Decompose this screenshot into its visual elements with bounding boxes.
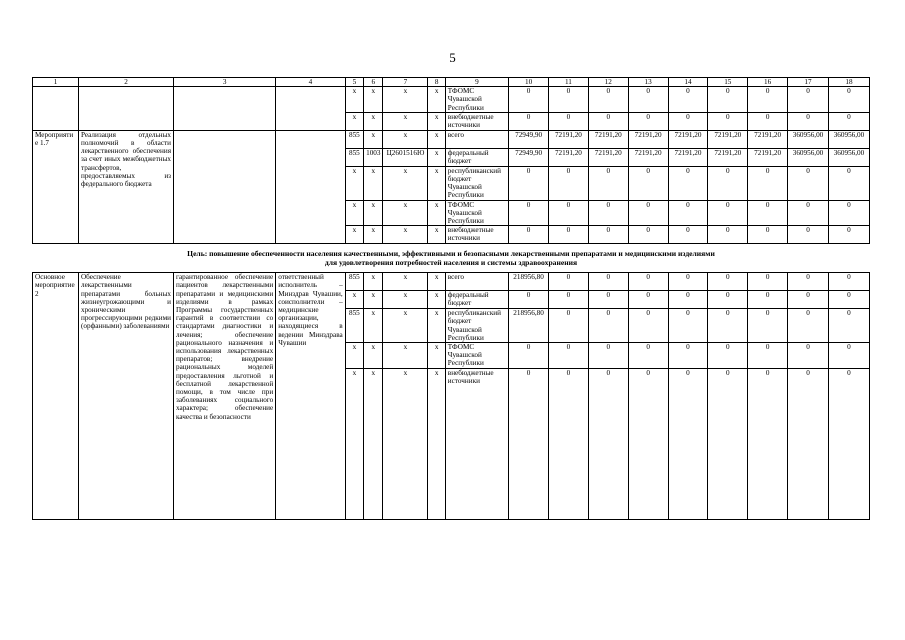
year-value: 0 bbox=[509, 343, 549, 369]
expense-type-code: x bbox=[428, 112, 445, 130]
admin-code: 855 bbox=[345, 148, 363, 166]
year-value: 0 bbox=[549, 368, 589, 519]
column-number: 7 bbox=[383, 78, 428, 87]
column-number: 15 bbox=[708, 78, 748, 87]
expense-type-code: x bbox=[428, 87, 445, 113]
table-row bbox=[33, 130, 870, 148]
year-value: 0 bbox=[509, 368, 549, 519]
year-value: 0 bbox=[509, 166, 549, 200]
year-value: 0 bbox=[708, 166, 748, 200]
target-article-code: x bbox=[383, 273, 428, 291]
year-value: 72191,20 bbox=[588, 130, 628, 148]
year-value: 0 bbox=[509, 200, 549, 226]
target-article-code: x bbox=[383, 368, 428, 519]
year-value: 0 bbox=[549, 273, 589, 291]
column-number: 14 bbox=[668, 78, 708, 87]
year-value: 0 bbox=[748, 87, 788, 113]
year-value: 72191,20 bbox=[748, 130, 788, 148]
section-code: x bbox=[364, 226, 383, 244]
expense-type-code: x bbox=[428, 148, 445, 166]
column-number: 2 bbox=[78, 78, 173, 87]
year-value: 0 bbox=[828, 226, 869, 244]
admin-code: 855 bbox=[345, 130, 363, 148]
year-value: 0 bbox=[668, 226, 708, 244]
responsible-executor: ответственный исполнитель – Минздрав Чувашии, соисполнители – медицинские организации, находящиеся в ведении Минздрава Чувашии bbox=[276, 273, 345, 519]
column-number: 13 bbox=[628, 78, 668, 87]
target-article-code: x bbox=[383, 291, 428, 309]
year-value: 0 bbox=[628, 166, 668, 200]
funding-source: республиканский бюджет Чувашской Республики bbox=[445, 166, 508, 200]
year-value: 0 bbox=[628, 343, 668, 369]
year-value: 0 bbox=[668, 200, 708, 226]
year-value: 0 bbox=[668, 309, 708, 343]
empty-cell bbox=[174, 87, 276, 131]
year-value: 72191,20 bbox=[668, 148, 708, 166]
year-value: 0 bbox=[509, 87, 549, 113]
funding-source: федеральный бюджет bbox=[445, 291, 508, 309]
year-value: 360956,00 bbox=[788, 130, 829, 148]
year-value: 72191,20 bbox=[668, 130, 708, 148]
year-value: 0 bbox=[788, 343, 829, 369]
funding-source: всего bbox=[445, 130, 508, 148]
year-value: 0 bbox=[549, 291, 589, 309]
admin-code: 855 bbox=[345, 273, 363, 291]
header-row bbox=[33, 78, 870, 87]
funding-source: федеральный бюджет bbox=[445, 148, 508, 166]
admin-code: x bbox=[345, 343, 363, 369]
funding-source: всего bbox=[445, 273, 508, 291]
section-code: x bbox=[364, 291, 383, 309]
year-value: 0 bbox=[748, 368, 788, 519]
measure-name: Основное мероприятие 2 bbox=[33, 273, 79, 519]
year-value: 0 bbox=[788, 226, 829, 244]
year-value: 0 bbox=[549, 112, 589, 130]
page-number: 5 bbox=[449, 50, 456, 65]
year-value: 0 bbox=[668, 368, 708, 519]
funding-source: ТФОМС Чувашской Республики bbox=[445, 343, 508, 369]
year-value: 0 bbox=[828, 112, 869, 130]
year-value: 72191,20 bbox=[628, 148, 668, 166]
year-value: 72191,20 bbox=[628, 130, 668, 148]
year-value: 72949,90 bbox=[509, 148, 549, 166]
year-value: 0 bbox=[509, 112, 549, 130]
table-row bbox=[33, 273, 870, 291]
year-value: 0 bbox=[588, 166, 628, 200]
column-number: 10 bbox=[509, 78, 549, 87]
section-code: x bbox=[364, 87, 383, 113]
table-row bbox=[33, 87, 870, 113]
funding-source: ТФОМС Чувашской Республики bbox=[445, 87, 508, 113]
year-value: 0 bbox=[748, 112, 788, 130]
measure-title: Реализация отдельных полномочий в области лекарственного обеспечения за счет иных межбюджетных трансфертов, предоставляемых из федерального бюджета bbox=[78, 130, 173, 243]
admin-code: 855 bbox=[345, 309, 363, 343]
target-article-code: x bbox=[383, 226, 428, 244]
admin-code: x bbox=[345, 112, 363, 130]
funding-source: внебюджетные источники bbox=[445, 368, 508, 519]
year-value: 72191,20 bbox=[748, 148, 788, 166]
column-number: 8 bbox=[428, 78, 445, 87]
year-value: 0 bbox=[748, 343, 788, 369]
year-value: 0 bbox=[668, 291, 708, 309]
empty-cell bbox=[174, 130, 276, 243]
year-value: 0 bbox=[549, 87, 589, 113]
year-value: 0 bbox=[708, 343, 748, 369]
year-value: 0 bbox=[628, 291, 668, 309]
year-value: 0 bbox=[628, 309, 668, 343]
year-value: 0 bbox=[708, 273, 748, 291]
year-value: 0 bbox=[549, 200, 589, 226]
section-code: x bbox=[364, 200, 383, 226]
program-table bbox=[32, 77, 870, 520]
year-value: 72191,20 bbox=[708, 130, 748, 148]
expected-result: гарантированное обеспечение пациентов лекарственными препаратами и медицинскими изделиями в рамках Программы государственных гарантий в соответствии со стандартами диагностики и лечения; обеспечение рационального назначения и использования лекарственных препаратов; внедрение рациональных моделей предоставления льготной и бесплатной лекарственной помощи, в том числе при заболеваниях социального характера; обеспечение качества и безопасности bbox=[174, 273, 276, 519]
year-value: 0 bbox=[509, 226, 549, 244]
year-value: 0 bbox=[828, 309, 869, 343]
column-number: 9 bbox=[445, 78, 508, 87]
section-code: x bbox=[364, 309, 383, 343]
column-number: 12 bbox=[588, 78, 628, 87]
goal-text bbox=[33, 244, 870, 273]
year-value: 0 bbox=[788, 112, 829, 130]
year-value: 0 bbox=[588, 226, 628, 244]
target-article-code: x bbox=[383, 130, 428, 148]
year-value: 0 bbox=[588, 273, 628, 291]
empty-cell bbox=[276, 130, 345, 243]
year-value: 0 bbox=[668, 273, 708, 291]
year-value: 0 bbox=[509, 291, 549, 309]
year-value: 0 bbox=[588, 291, 628, 309]
year-value: 0 bbox=[788, 309, 829, 343]
year-value: 0 bbox=[748, 273, 788, 291]
year-value: 0 bbox=[628, 368, 668, 519]
empty-cell bbox=[276, 87, 345, 131]
year-value: 0 bbox=[628, 200, 668, 226]
year-value: 0 bbox=[668, 343, 708, 369]
expense-type-code: x bbox=[428, 200, 445, 226]
year-value: 0 bbox=[828, 368, 869, 519]
column-number: 1 bbox=[33, 78, 79, 87]
year-value: 0 bbox=[788, 273, 829, 291]
expense-type-code: x bbox=[428, 343, 445, 369]
column-number: 18 bbox=[828, 78, 869, 87]
year-value: 0 bbox=[668, 166, 708, 200]
year-value: 0 bbox=[668, 112, 708, 130]
measure-name: Мероприятие 1.7 bbox=[33, 130, 79, 243]
target-article-code: x bbox=[383, 87, 428, 113]
measure-title: Обеспечение лекарственными препаратами больных жизнеугрожающими и хроническими прогрессирующими редкими (орфанными) заболеваниями bbox=[78, 273, 173, 519]
year-value: 72191,20 bbox=[708, 148, 748, 166]
year-value: 0 bbox=[628, 112, 668, 130]
year-value: 0 bbox=[549, 226, 589, 244]
year-value: 0 bbox=[628, 226, 668, 244]
year-value: 0 bbox=[788, 87, 829, 113]
section-code: x bbox=[364, 166, 383, 200]
year-value: 0 bbox=[708, 226, 748, 244]
year-value: 0 bbox=[588, 368, 628, 519]
year-value: 0 bbox=[588, 87, 628, 113]
year-value: 0 bbox=[549, 309, 589, 343]
year-value: 360956,00 bbox=[828, 148, 869, 166]
section-code: x bbox=[364, 273, 383, 291]
expense-type-code: x bbox=[428, 273, 445, 291]
section-code: x bbox=[364, 368, 383, 519]
admin-code: x bbox=[345, 166, 363, 200]
target-article-code: x bbox=[383, 200, 428, 226]
admin-code: x bbox=[345, 368, 363, 519]
column-number: 16 bbox=[748, 78, 788, 87]
section-code: x bbox=[364, 112, 383, 130]
goal-line: Цель: повышение обеспеченности населения качественными, эффективными и безопасными лекарственными препаратами и медицинскими изделиями bbox=[187, 249, 715, 259]
year-value: 0 bbox=[588, 343, 628, 369]
year-value: 72949,90 bbox=[509, 130, 549, 148]
expense-type-code: x bbox=[428, 291, 445, 309]
year-value: 0 bbox=[828, 343, 869, 369]
year-value: 0 bbox=[788, 291, 829, 309]
funding-source: внебюджетные источники bbox=[445, 112, 508, 130]
expense-type-code: x bbox=[428, 226, 445, 244]
column-number: 3 bbox=[174, 78, 276, 87]
year-value: 0 bbox=[708, 112, 748, 130]
goal-line: для удовлетворения потребностей населения и системы здравоохранения bbox=[324, 258, 578, 268]
year-value: 0 bbox=[588, 309, 628, 343]
funding-source: республиканский бюджет Чувашской Республики bbox=[445, 309, 508, 343]
year-value: 0 bbox=[828, 87, 869, 113]
year-value: 0 bbox=[828, 166, 869, 200]
column-number: 11 bbox=[549, 78, 589, 87]
year-value: 0 bbox=[588, 200, 628, 226]
target-article-code: Ц2601516Ю bbox=[383, 148, 428, 166]
year-value: 0 bbox=[668, 87, 708, 113]
year-value: 0 bbox=[748, 200, 788, 226]
admin-code: x bbox=[345, 291, 363, 309]
year-value: 0 bbox=[708, 368, 748, 519]
year-value: 0 bbox=[628, 273, 668, 291]
admin-code: x bbox=[345, 87, 363, 113]
year-value: 0 bbox=[748, 309, 788, 343]
goal-row bbox=[33, 244, 870, 273]
target-article-code: x bbox=[383, 166, 428, 200]
year-value: 0 bbox=[748, 226, 788, 244]
year-value: 0 bbox=[549, 166, 589, 200]
admin-code: x bbox=[345, 226, 363, 244]
year-value: 0 bbox=[708, 87, 748, 113]
year-value: 218956,80 bbox=[509, 273, 549, 291]
column-number: 17 bbox=[788, 78, 829, 87]
year-value: 0 bbox=[748, 166, 788, 200]
section-code: 1003 bbox=[364, 148, 383, 166]
section-code: x bbox=[364, 130, 383, 148]
column-number: 5 bbox=[345, 78, 363, 87]
funding-source: ТФОМС Чувашской Республики bbox=[445, 200, 508, 226]
admin-code: x bbox=[345, 200, 363, 226]
year-value: 360956,00 bbox=[828, 130, 869, 148]
column-number: 4 bbox=[276, 78, 345, 87]
year-value: 0 bbox=[828, 200, 869, 226]
year-value: 0 bbox=[708, 200, 748, 226]
year-value: 0 bbox=[708, 309, 748, 343]
target-article-code: x bbox=[383, 112, 428, 130]
expense-type-code: x bbox=[428, 130, 445, 148]
target-article-code: x bbox=[383, 309, 428, 343]
year-value: 72191,20 bbox=[588, 148, 628, 166]
year-value: 0 bbox=[708, 291, 748, 309]
column-number: 6 bbox=[364, 78, 383, 87]
year-value: 0 bbox=[788, 200, 829, 226]
year-value: 0 bbox=[788, 166, 829, 200]
year-value: 72191,20 bbox=[549, 130, 589, 148]
empty-cell bbox=[33, 87, 79, 131]
year-value: 218956,80 bbox=[509, 309, 549, 343]
year-value: 0 bbox=[588, 112, 628, 130]
expense-type-code: x bbox=[428, 166, 445, 200]
year-value: 0 bbox=[828, 291, 869, 309]
section-code: x bbox=[364, 343, 383, 369]
expense-type-code: x bbox=[428, 368, 445, 519]
year-value: 72191,20 bbox=[549, 148, 589, 166]
year-value: 0 bbox=[549, 343, 589, 369]
year-value: 0 bbox=[828, 273, 869, 291]
funding-source: внебюджетные источники bbox=[445, 226, 508, 244]
year-value: 360956,00 bbox=[788, 148, 829, 166]
year-value: 0 bbox=[628, 87, 668, 113]
year-value: 0 bbox=[788, 368, 829, 519]
empty-cell bbox=[78, 87, 173, 131]
target-article-code: x bbox=[383, 343, 428, 369]
year-value: 0 bbox=[748, 291, 788, 309]
expense-type-code: x bbox=[428, 309, 445, 343]
